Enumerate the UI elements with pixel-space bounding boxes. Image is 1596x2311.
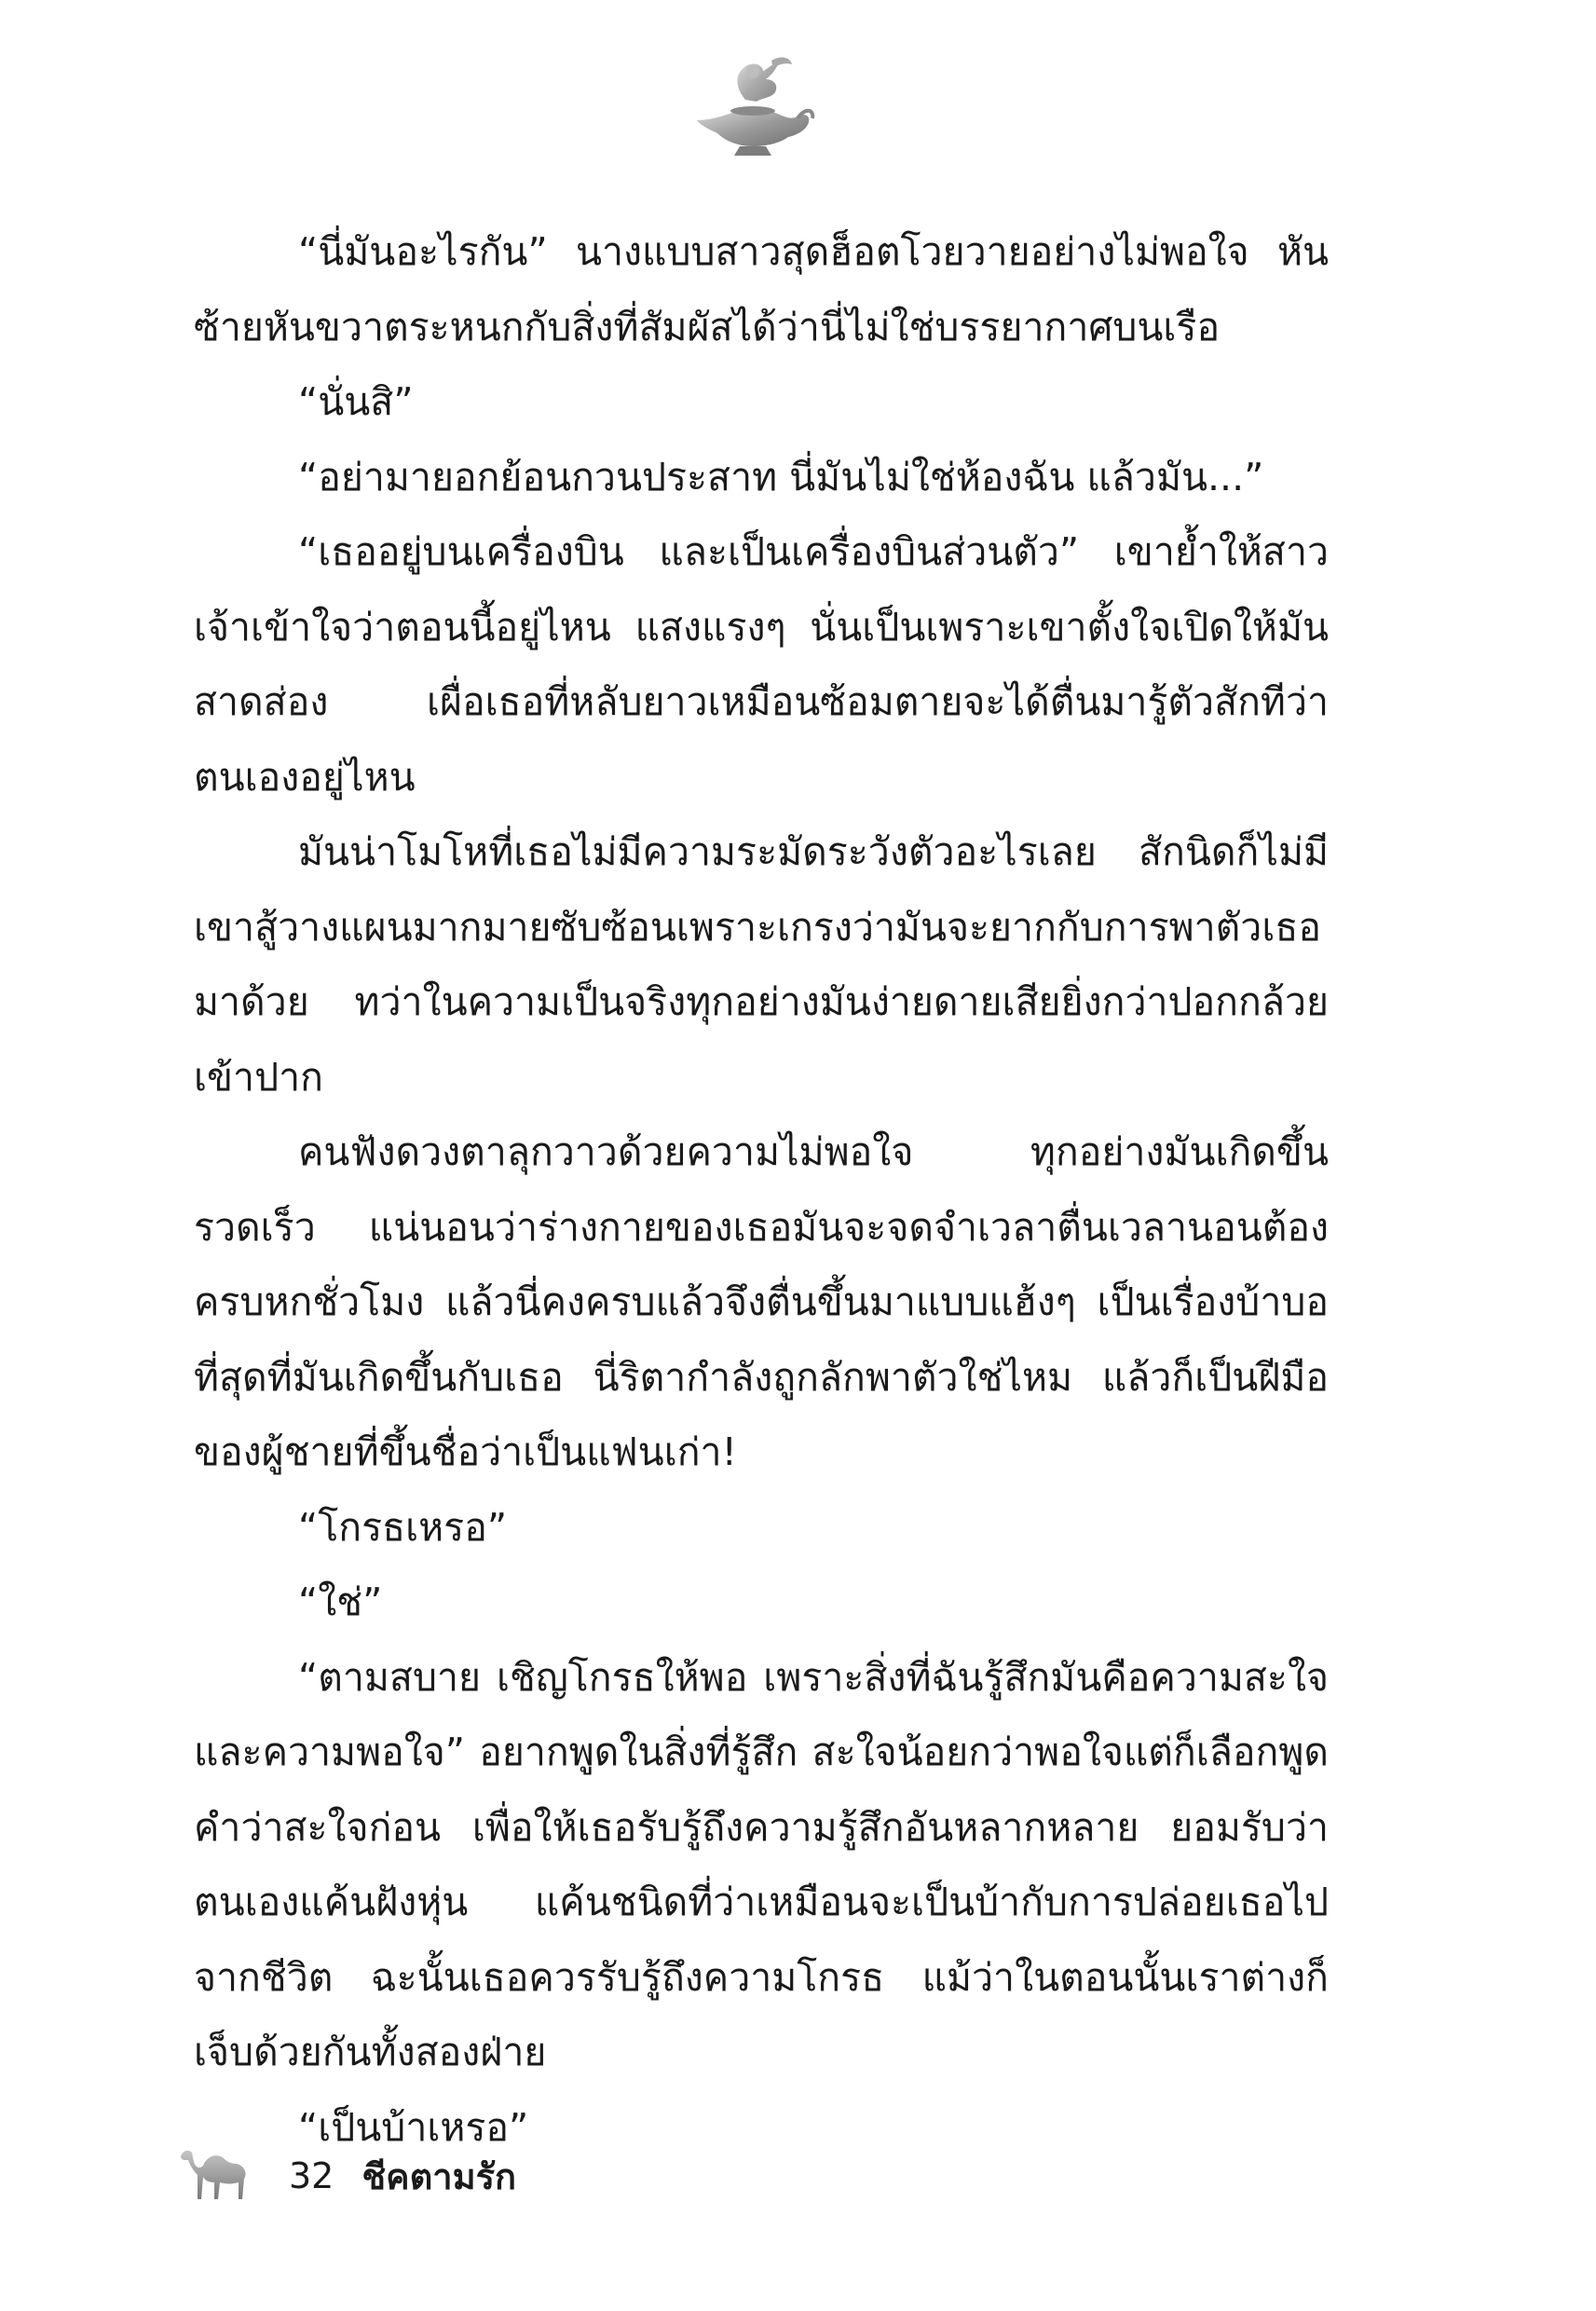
paragraph: “ตามสบาย เชิญโกรธให้พอ เพราะสิ่งที่ฉันรู้สึกมันคือความสะใจและความพอใจ” อยากพูดในสิ่งที่รู้สึก สะใจน้อยกว่าพอใจแต่ก็เลือกพูดคำว่าสะใจก่อน เพื่อให้เธอรับรู้ถึงความรู้สึกอันหลากหลาย ยอมรับว่าตนเองแค้นฝังหุ่น แค้นชนิดที่ว่าเหมือนจะเป็นบ้ากับการปล่อยเธอไปจากชีวิต ฉะนั้นเธอควรรับรู้ถึงความโกรธ แม้ว่าในตอนนั้นเราต่างก็เจ็บด้วยกันทั้งสองฝ่าย [194, 1654, 1329, 2074]
body-text [194, 214, 1329, 2165]
camel-icon [177, 2143, 252, 2208]
paragraph: มันน่าโมโหที่เธอไม่มีความระมัดระวังตัวอะไรเลย สักนิดก็ไม่มี เขาสู้วางแผนมากมายซับซ้อนเพราะเกรงว่ามันจะยากกับการพาตัวเธอมาด้วย ทว่าในความเป็นจริงทุกอย่างมันง่ายดายเสียยิ่งกว่าปอกกล้วยเข้าปาก [194, 829, 1329, 1100]
paragraph: คนฟังดวงตาลุกวาวด้วยความไม่พอใจ ทุกอย่างมันเกิดขึ้นรวดเร็ว แน่นอนว่าร่างกายของเธอมันจะจดจำเวลาตื่นเวลานอนต้องครบหกชั่วโมง แล้วนี่คงครบแล้วจึงตื่นขึ้นมาแบบแฮ้งๆ เป็นเรื่องบ้าบอที่สุดที่มันเกิดขึ้นกับเธอ นี่ริตากำลังถูกลักพาตัวใช่ไหม แล้วก็เป็นฝีมือของผู้ชายที่ขึ้นชื่อว่าเป็นแฟนเก่า! [194, 1129, 1329, 1474]
book-title: ชีคตามรัก [361, 2155, 517, 2197]
dialog-line: “ใช่” [298, 1579, 383, 1624]
paragraph: “นี่มันอะไรกัน” นางแบบสาวสุดฮ็อตโวยวายอย่างไม่พอใจ หันซ้ายหันขวาตระหนกกับสิ่งที่สัมผัสได้ว่านี่ไม่ใช่บรรยากาศบนเรือ [194, 229, 1329, 349]
dialog-line: “เป็นบ้าเหรอ” [298, 2104, 529, 2150]
dialog-line: “นั่นสิ” [298, 379, 414, 424]
paragraph: “เธออยู่บนเครื่องบิน และเป็นเครื่องบินส่วนตัว” เขาย้ำให้สาวเจ้าเข้าใจว่าตอนนี้อยู่ไหน แสงแรงๆ นั่นเป็นเพราะเขาตั้งใจเปิดให้มันสาดส่อง เผื่อเธอที่หลับยาวเหมือนซ้อมตายจะได้ตื่นมารู้ตัวสักทีว่าตนเองอยู่ไหน [194, 529, 1329, 800]
page-number: 32 [289, 2155, 334, 2196]
genie-lamp-icon [688, 51, 818, 163]
page-footer [177, 2129, 516, 2222]
dialog-line: “อย่ามายอกย้อนกวนประสาท นี่มันไม่ใช่ห้องฉัน แล้วมัน...” [298, 454, 1264, 499]
dialog-line: “โกรธเหรอ” [298, 1504, 508, 1550]
